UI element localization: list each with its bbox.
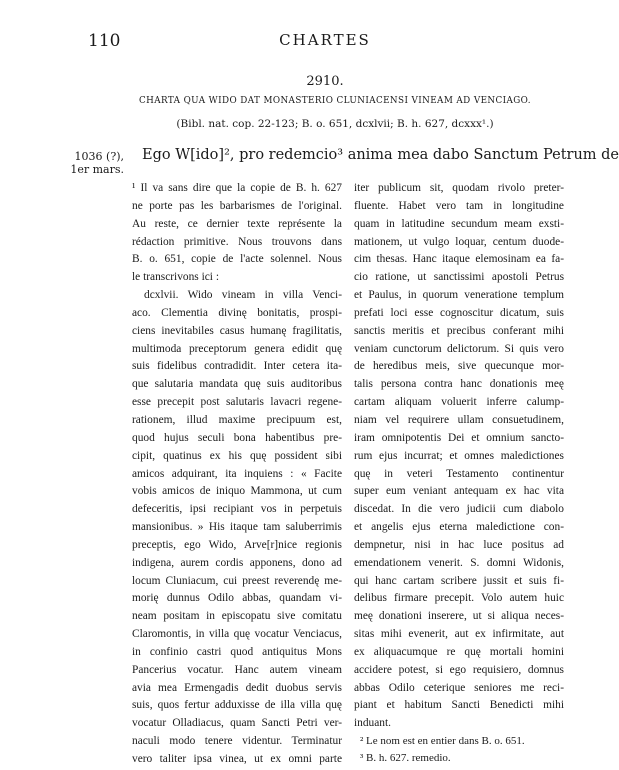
text-line: Au reste, ce dernier texte représente la bbox=[132, 217, 342, 230]
text-line: Pancerius vocatur. Hanc autem vineam bbox=[132, 663, 342, 676]
text-line: cipit, quatinus ex his quę possident sibi bbox=[132, 449, 342, 462]
text-line: niam vel requirere ullam consuetudinem, bbox=[354, 413, 564, 426]
text-line: fluente. Habet vero tam in longitudine bbox=[354, 199, 564, 212]
text-line: ex aliquacumque re quę mortali homini bbox=[354, 645, 564, 658]
charter-sources: (Bibl. nat. cop. 22-123; B. o. 651, dcxlvii; B. h. 627, dcxxx¹.) bbox=[176, 118, 494, 130]
charter-date bbox=[62, 150, 124, 176]
text-line: accidere potest, si ego requisiero, domnus bbox=[354, 663, 564, 676]
text-line: amicos adquirant, ita inquiens : « Facite bbox=[132, 467, 342, 480]
text-line: delibus firmare precepit. Volo autem huic bbox=[354, 592, 564, 605]
text-line: abbas Odilo ceterique seniores me reci- bbox=[354, 681, 564, 694]
left-column bbox=[132, 180, 342, 769]
text-line: rédaction primitive. Nous trouvons dans bbox=[132, 235, 342, 248]
text-line: in confinio castri quod antiquitus Mons bbox=[132, 645, 342, 658]
text-line: naculi modo tenere videntur. Terminatur bbox=[132, 735, 342, 748]
text-line: emendationem venerit. S. domni Widonis, bbox=[354, 556, 564, 569]
text-line: cio ratione, ut sanctissimi apostoli Petrus bbox=[354, 271, 564, 284]
text-line: defeceritis, ipsi recipiant vos in perpetuis bbox=[132, 503, 342, 516]
footnote: ³ B. h. 627. remedio. bbox=[360, 752, 451, 765]
text-line: neam positam in episcopatu sive comitatu bbox=[132, 610, 342, 623]
text-line: preceptis, ego Wido, Arve[r]nice regionis bbox=[132, 538, 342, 551]
text-line: iter publicum sit, quodam rivolo preter- bbox=[354, 182, 564, 194]
text-line: B. o. 651, copie de l'acte solennel. Nous bbox=[132, 253, 342, 266]
text-line: le transcrivons ici : bbox=[132, 271, 219, 284]
text-line: quę in veteri Testamento continentur bbox=[354, 467, 564, 480]
text-line: de heredibus meis, sive quecunque mor- bbox=[354, 360, 564, 373]
text-line: piant et habitum Sancti Benedicti mihi bbox=[354, 699, 564, 712]
text-line: multimoda preceptorum genera edidit quę bbox=[132, 342, 342, 355]
text-line: cartam aliquam voluerit inferre calump- bbox=[354, 396, 564, 409]
text-line: ne porte pas les barbarismes de l'original. bbox=[132, 199, 342, 212]
text-line: quod hujus seculi bona habentibus pre- bbox=[132, 431, 342, 444]
date-line-1: 1036 (?), bbox=[74, 150, 124, 163]
text-line: mansionibus. » His itaque tam saluberrimis bbox=[132, 521, 342, 534]
text-line: rationem, illud maxime precipuum est, bbox=[132, 413, 342, 426]
text-line: iram omnipotentis Dei et omnium sancto- bbox=[354, 431, 564, 444]
text-line: morię dunnus Odilo abbas, quandam vi- bbox=[132, 592, 342, 605]
text-line: Claromontis, in villa quę vocatur Venciacus, bbox=[132, 628, 342, 641]
text-line: vobis amicos de iniquo Mammona, ut cum bbox=[132, 485, 342, 498]
text-line: vocatur Olladiacus, quam Sancti Petri ver- bbox=[132, 717, 342, 730]
text-line: avia mea Ermengadis dedit duobus servis bbox=[132, 681, 342, 694]
charter-title: CHARTA QUA WIDO DAT MONASTERIO CLUNIACENSI VINEAM AD VENCIAGO. bbox=[139, 96, 531, 106]
text-line: cim thesas. Hanc itaque elemosinam ea fa- bbox=[354, 253, 564, 266]
running-head: CHARTES bbox=[279, 31, 371, 49]
text-line: vero taliter ipsa vinea, ut ex omni parte bbox=[132, 753, 342, 765]
text-line: meę donationi inserere, ut si aliqua neces- bbox=[354, 610, 564, 623]
text-line: qui hanc cartam scribere jussit et suis fi- bbox=[354, 574, 564, 587]
text-line: dcxlvii. Wido vineam in villa Venci- bbox=[144, 289, 342, 302]
text-line: dempnetur, nisi in hac luce positus ad bbox=[354, 538, 564, 551]
text-line: suis fidelibus contradidit. Inter cetera ita- bbox=[132, 360, 342, 373]
text-line: ¹ Il va sans dire que la copie de B. h. 627 bbox=[132, 182, 342, 194]
text-line: et Paulus, in quorum veneratione templum bbox=[354, 289, 564, 302]
text-line: ciens inevitabiles casus humanę fragilitatis, bbox=[132, 324, 342, 337]
text-line: sanctis meritis et precibus conferant mihi bbox=[354, 324, 564, 337]
text-line: prefati loci esse cognoscitur dicatum, suis bbox=[354, 306, 564, 319]
text-line: suis, quos fertur adduxisse de illa villa quę bbox=[132, 699, 342, 712]
charter-number: 2910. bbox=[306, 74, 344, 89]
text-line: discedat. In die vero judicii cum diabolo bbox=[354, 503, 564, 516]
text-line: indigena, aurem cordis apponens, dono ad bbox=[132, 556, 342, 569]
text-line: mationem, ut vulgo loquar, centum duode- bbox=[354, 235, 564, 248]
text-line: esse precepit post salutaris lavacri regene- bbox=[132, 396, 342, 409]
page-number: 110 bbox=[88, 31, 121, 51]
footnote: ² Le nom est en entier dans B. o. 651. bbox=[360, 735, 525, 748]
text-line: sitas mihi evenerit, aut ex infirmitate, aut bbox=[354, 628, 564, 641]
text-line: talis persona contra hanc donationis meę bbox=[354, 378, 564, 391]
right-column bbox=[354, 180, 564, 767]
text-line: super eum veniant antequam ex hac vita bbox=[354, 485, 564, 498]
text-line: induant. bbox=[354, 717, 392, 730]
date-line-2: 1er mars. bbox=[70, 163, 124, 176]
text-line: locum Cluniacum, cui preest reverendę me- bbox=[132, 574, 342, 587]
charter-opening-line: Ego W[ido]², pro redemcio³ anima mea dabo Sanctum Petrum de bbox=[142, 147, 619, 163]
text-line: veniam cunctorum delictorum. Si quis vero bbox=[354, 342, 564, 355]
text-line: et angelis ejus eterna maledictione con- bbox=[354, 521, 564, 534]
text-line: rum ejus incurrat; et omnes maledictiones bbox=[354, 449, 564, 462]
text-line: que salutaria mandata quę suis auditoribus bbox=[132, 378, 342, 391]
text-line: quam in latitudine secundum meam exsti- bbox=[354, 217, 564, 230]
text-line: aco. Clementia divinę bonitatis, prospi- bbox=[132, 306, 342, 319]
